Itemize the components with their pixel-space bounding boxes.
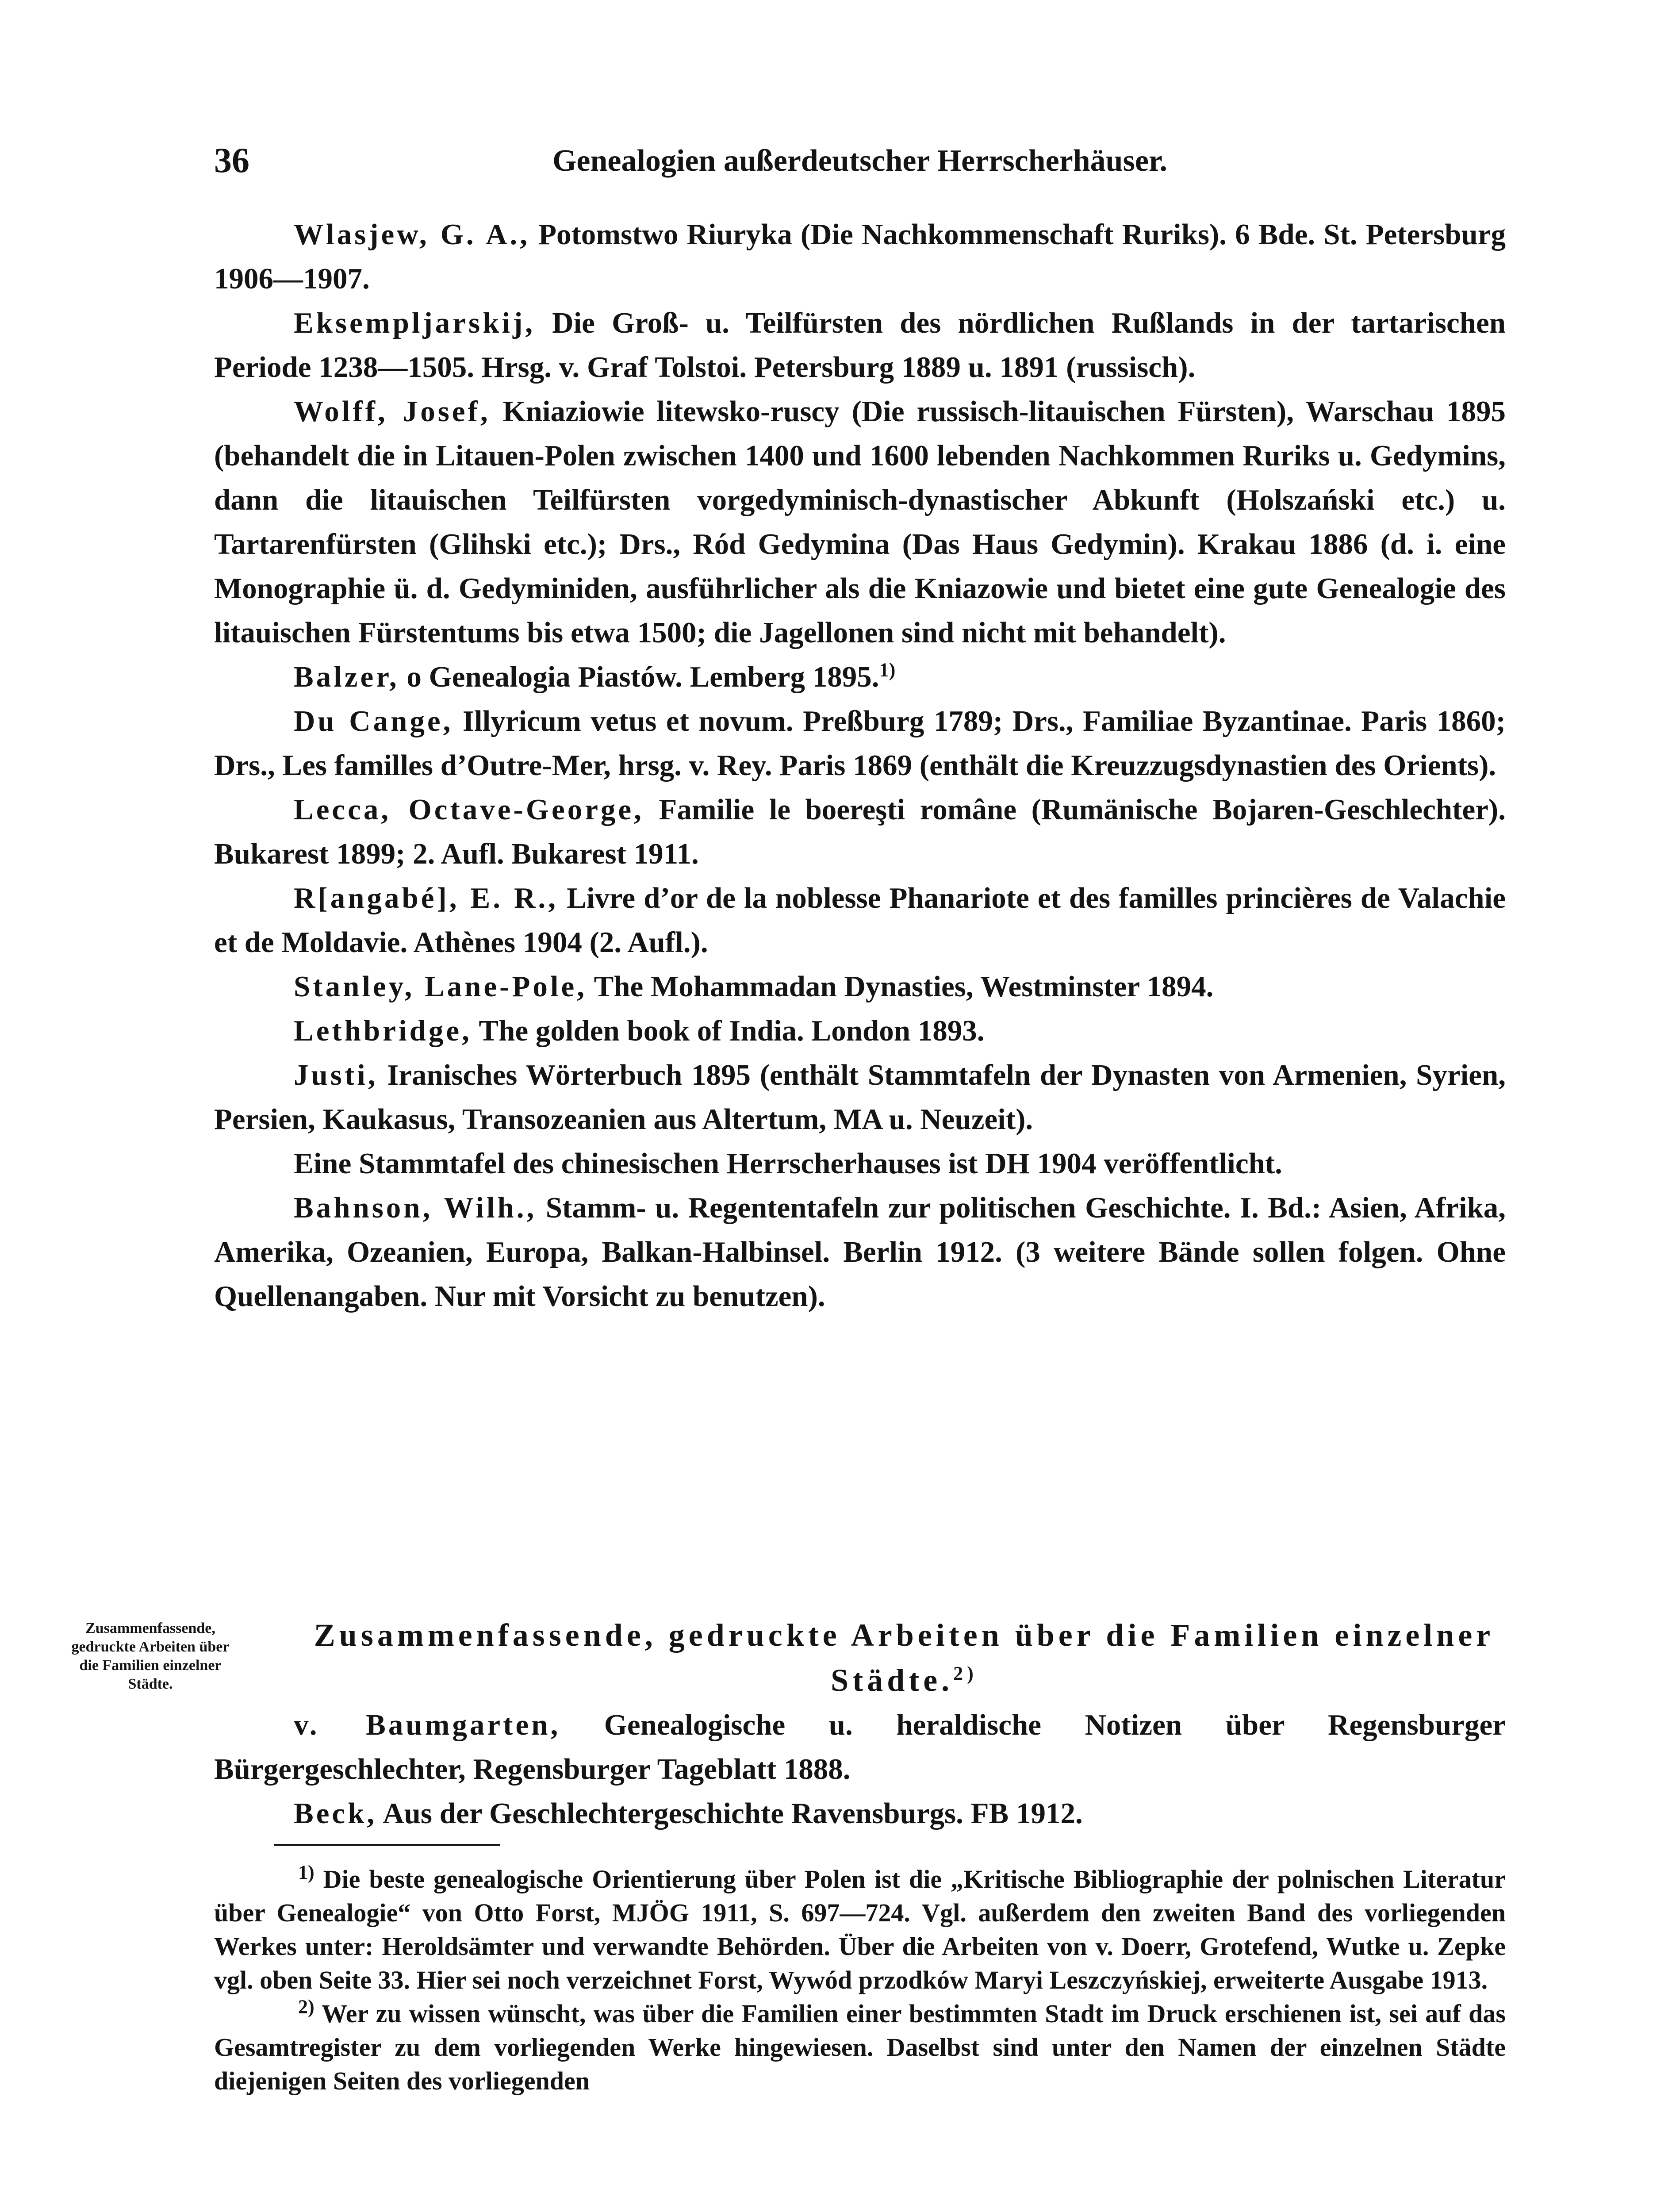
entry-text: Die Groß- u. Teilfürsten des nördlichen Rußlands in der tartarischen Periode 1238—1505. Hrsg. v. Graf Tolstoi. Petersburg 1889 u. 1891 (russisch). bbox=[214, 307, 1506, 384]
page-header bbox=[214, 141, 1506, 189]
bibliography-entry bbox=[214, 1053, 1506, 1141]
entry-text: Potomstwo Riuryka (Die Nachkommenschaft Ruriks). 6 Bde. St. Petersburg 1906—1907. bbox=[214, 218, 1506, 295]
entry-text: Aus der Geschlechtergeschichte Ravensburgs. FB 1912. bbox=[377, 1797, 1083, 1830]
running-title: Genealogien außerdeutscher Herrscherhäuser. bbox=[552, 144, 1168, 178]
bibliography-entry bbox=[214, 389, 1506, 655]
footnotes bbox=[214, 1863, 1506, 2098]
entry-author: Lethbridge, bbox=[294, 1014, 472, 1047]
margin-note: Zusammenfassende, gedruckte Arbeiten über die Familien einzelner Städte. bbox=[71, 1620, 230, 1692]
footnote bbox=[214, 1863, 1506, 1997]
footnote-text: Die beste genealogische Orientierung über Polen ist die „Kritische Bibliographie der polnischen Literatur über Genealogie“ von Otto Forst, MJÖG 1911, S. 697—724. Vgl. außerdem den zweiten Band des vorliegenden Werkes unter: Heroldsämter und verwandte Behörden. Über die Arbeiten von v. Doerr, Grotefend, Wutke u. Zepke vgl. oben Seite 33. Hier sei noch verzeichnet Forst, Wywód przodków Maryi Leszczyńskiej, erweiterte Ausgabe 1913. bbox=[214, 1865, 1506, 1994]
entry-author: Stanley, Lane-Pole, bbox=[294, 970, 587, 1003]
entry-text: The golden book of India. London 1893. bbox=[472, 1014, 985, 1047]
section-heading bbox=[214, 1613, 1506, 1703]
footnote-reference: 2) bbox=[953, 1663, 978, 1684]
entry-text: Kniaziowie litewsko-ruscy (Die russisch-litauischen Fürsten), Warschau 1895 (behandelt die in Litauen-Polen zwischen 1400 und 1600 lebenden Nachkommen Ruriks u. Gedymins, dann die litauischen Teilfürsten vorgedyminisch-dynastischer Abkunft (Holszański etc.) u. Tartarenfürsten (Glihski etc.); Drs., Ród Gedymina (Das Haus Gedymin). Krakau 1886 (d. i. eine Monographie ü. d. Gedyminiden, ausführlicher als die Kniazowie und bietet eine gute Genealogie des litauischen Fürstentums bis etwa 1500; die Jagellonen sind nicht mit behandelt). bbox=[214, 395, 1506, 649]
entry-text: Stamm- u. Regententafeln zur politischen Geschichte. I. Bd.: Asien, Afrika, Amerika, Ozeanien, Europa, Balkan-Halbinsel. Berlin 1912. (3 weitere Bände sollen folgen. Ohne Quellenangaben. Nur mit Vorsicht zu benutzen). bbox=[214, 1191, 1506, 1313]
entry-author: Justi, bbox=[294, 1059, 378, 1091]
bibliography-entry bbox=[214, 212, 1506, 301]
entry-text: Illyricum vetus et novum. Preßburg 1789; Drs., Familiae Byzantinae. Paris 1860; Drs., Les familles d’Outre-Mer, hrsg. v. Rey. Paris 1869 (enthält die Kreuzzugsdynastien des Orients). bbox=[214, 705, 1506, 782]
bibliography-entry bbox=[214, 964, 1506, 1009]
entry-author: Balzer, bbox=[294, 661, 399, 693]
bibliography-entry bbox=[214, 655, 1506, 699]
bibliography-entry bbox=[214, 1703, 1506, 1791]
entry-author: R[angabé], E. R., bbox=[294, 882, 558, 914]
entry-author: Wlasjew, G. A., bbox=[294, 218, 530, 251]
entry-author: Eksempljarskij, bbox=[294, 307, 536, 339]
entry-author: Du Cange, bbox=[294, 705, 453, 737]
entry-author: v. Baumgarten, bbox=[294, 1709, 561, 1741]
entry-author: Beck, bbox=[294, 1797, 377, 1830]
footnote-divider bbox=[274, 1844, 500, 1846]
entry-text: Livre d’or de la noblesse Phanariote et des familles princières de Valachie et de Moldavie. Athènes 1904 (2. Aufl.). bbox=[214, 882, 1506, 959]
bibliography-entry bbox=[214, 1186, 1506, 1318]
bibliography-list bbox=[214, 212, 1506, 1318]
bibliography-entry bbox=[214, 699, 1506, 787]
entry-text: Genealogische u. heraldische Notizen über Regensburger Bürgergeschlechter, Regensburger Tageblatt 1888. bbox=[214, 1709, 1506, 1786]
footnote bbox=[214, 1997, 1506, 2098]
section-heading-text: Zusammenfassende, gedruckte Arbeiten über die Familien einzelner Städte. bbox=[314, 1617, 1495, 1698]
entry-text: o Genealogia Piastów. Lemberg 1895. bbox=[399, 661, 879, 693]
footnote-mark: 2) bbox=[298, 1996, 314, 2018]
entry-text: Familie le boereşti române (Rumänische Bojaren-Geschlechter). Bukarest 1899; 2. Aufl. Bukarest 1911. bbox=[214, 793, 1506, 870]
section-city-families bbox=[214, 1613, 1506, 1836]
bibliography-entry bbox=[214, 876, 1506, 964]
bibliography-entry bbox=[214, 787, 1506, 876]
bibliography-entry bbox=[214, 1791, 1506, 1836]
entry-author: Bahnson, Wilh., bbox=[294, 1191, 537, 1224]
entry-text: Eine Stammtafel des chinesischen Herrscherhauses ist DH 1904 veröffentlicht. bbox=[294, 1147, 1282, 1180]
page-number: 36 bbox=[214, 141, 249, 180]
entry-author: Wolff, Josef, bbox=[294, 395, 491, 428]
footnote-mark: 1) bbox=[298, 1861, 314, 1883]
bibliography-entry bbox=[214, 301, 1506, 389]
footnote-text: Wer zu wissen wünscht, was über die Familien einer bestimmten Stadt im Druck erschienen ist, sei auf das Gesamtregister zu dem vorliegenden Werke hingewiesen. Daselbst sind unter den Namen der einzelnen Städte diejenigen Seiten des vorliegenden bbox=[214, 1999, 1506, 2095]
bibliography-entry bbox=[214, 1009, 1506, 1053]
bibliography-entry bbox=[214, 1141, 1506, 1186]
entry-author: Lecca, Octave-George, bbox=[294, 793, 644, 826]
entry-text: Iranisches Wörterbuch 1895 (enthält Stammtafeln der Dynasten von Armenien, Syrien, Persien, Kaukasus, Transozeanien aus Altertum, MA u. Neuzeit). bbox=[214, 1059, 1506, 1136]
entry-text: The Mohammadan Dynasties, Westminster 1894. bbox=[587, 970, 1214, 1003]
footnote-reference: 1) bbox=[879, 659, 896, 681]
